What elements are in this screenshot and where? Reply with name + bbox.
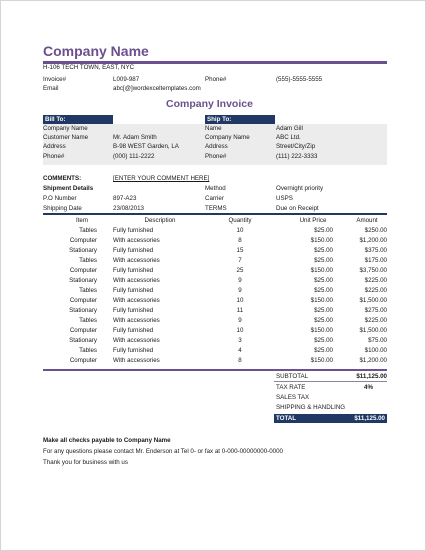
cell-quantity: 4 [238, 347, 242, 354]
cell-amount: $175.00 [364, 257, 387, 264]
table-row [43, 237, 387, 247]
bill-to-value: (000) 111-2222 [113, 153, 155, 160]
cell-amount: $275.00 [364, 307, 387, 314]
cell-quantity: 8 [238, 237, 242, 244]
cell-description: With accessories [113, 297, 160, 304]
cell-quantity: 7 [238, 257, 242, 264]
table-row [43, 317, 387, 327]
cell-quantity: 9 [238, 277, 242, 284]
total-value: $11,125.00 [354, 415, 385, 422]
terms-value: Due on Receipt [276, 205, 319, 212]
ship-to-value: (111) 222-3333 [276, 153, 318, 160]
cell-amount: $75.00 [368, 337, 387, 344]
phone-value: (555)-5555-5555 [276, 76, 323, 83]
cell-description: Fully furnished [113, 247, 154, 254]
cell-description: With accessories [113, 257, 160, 264]
table-row [43, 357, 387, 367]
cell-quantity: 9 [238, 287, 242, 294]
cell-item: Tables [79, 287, 97, 294]
cell-item: Computer [69, 267, 97, 274]
cell-description: With accessories [113, 337, 160, 344]
cell-description: Fully furnished [113, 327, 154, 334]
cell-unit-price: $150.00 [310, 357, 333, 364]
carrier-value: USPS [276, 195, 293, 202]
cell-unit-price: $25.00 [314, 317, 333, 324]
ship-to-value: Adam Gill [276, 125, 303, 132]
method-value: Overnight priority [276, 185, 324, 192]
items-table [43, 217, 387, 367]
cell-item: Tables [79, 347, 97, 354]
table-row [43, 257, 387, 267]
ship-to-label: Address [205, 143, 228, 150]
tax-rate-label: TAX RATE [276, 384, 306, 391]
total-label: TOTAL [276, 415, 297, 422]
cell-unit-price: $150.00 [310, 327, 333, 334]
shipping-handling-label: SHIPPING & HANDLING [276, 404, 346, 411]
sales-tax-label: SALES TAX [276, 394, 310, 401]
cell-quantity: 11 [236, 307, 244, 314]
cell-unit-price: $25.00 [314, 227, 333, 234]
table-row [43, 287, 387, 297]
comments-value[interactable]: [ENTER YOUR COMMENT HERE] [113, 175, 210, 182]
table-row [43, 307, 387, 317]
cell-item: Stationary [69, 307, 97, 314]
cell-amount: $100.00 [364, 347, 387, 354]
ship-to-heading: Ship To: [205, 115, 275, 124]
cell-item: Computer [69, 297, 97, 304]
bill-to-value: B-98 WEST Garden, LA [113, 143, 179, 150]
cell-description: Fully furnished [113, 267, 154, 274]
cell-amount: $1,200.00 [359, 237, 387, 244]
bill-to-label: Company Name [43, 125, 88, 132]
po-number-label: P.O Number [43, 195, 77, 202]
cell-quantity: 25 [236, 267, 244, 274]
cell-amount: $3,750.00 [359, 267, 387, 274]
cell-amount: $250.00 [364, 227, 387, 234]
cell-quantity: 10 [236, 327, 244, 334]
cell-description: With accessories [113, 317, 160, 324]
cell-description: Fully furnished [113, 307, 154, 314]
cell-description: With accessories [113, 277, 160, 284]
column-header-amount: Amount [356, 217, 378, 224]
ship-to-label: Company Name [205, 134, 250, 141]
table-row [43, 227, 387, 237]
shipping-date-label: Shipping Date [43, 205, 82, 212]
shipment-heading: Shipment Details [43, 185, 94, 192]
cell-item: Tables [79, 257, 97, 264]
column-header-item: Item [75, 217, 89, 224]
phone-label: Phone# [205, 76, 227, 83]
column-header-description: Description [144, 217, 176, 224]
cell-unit-price: $150.00 [310, 267, 333, 274]
subtotal-rule [274, 381, 387, 382]
bill-to-label: Address [43, 143, 66, 150]
cell-description: Fully furnished [113, 227, 154, 234]
bill-to-label: Customer Name [43, 134, 89, 141]
cell-item: Tables [79, 317, 97, 324]
cell-unit-price: $25.00 [314, 247, 333, 254]
cell-quantity: 9 [238, 317, 242, 324]
column-header-quantity: Quantity [228, 217, 252, 224]
table-row [43, 247, 387, 257]
cell-unit-price: $25.00 [314, 307, 333, 314]
ship-to-value: Street/City/Zip [276, 143, 316, 150]
cell-amount: $225.00 [364, 317, 387, 324]
email-label: Email [43, 85, 59, 92]
subtotal-label: SUBTOTAL [276, 373, 309, 380]
company-address: H-106 TECH TOWN, EAST, NYC [43, 64, 135, 71]
cell-unit-price: $25.00 [314, 277, 333, 284]
checks-note: Make all checks payable to Company Name [43, 437, 171, 444]
po-number-value: 897-A23 [113, 195, 137, 202]
cell-unit-price: $150.00 [310, 297, 333, 304]
cell-quantity: 15 [236, 247, 244, 254]
cell-unit-price: $25.00 [314, 257, 333, 264]
cell-item: Computer [69, 357, 97, 364]
invoice-number-value: L009-987 [113, 76, 140, 83]
table-row [43, 267, 387, 277]
ship-to-label: Name [205, 125, 222, 132]
cell-description: Fully furnished [113, 347, 154, 354]
table-top-rule [43, 213, 387, 215]
cell-quantity: 10 [236, 297, 244, 304]
table-row [43, 327, 387, 337]
cell-item: Stationary [69, 247, 97, 254]
cell-unit-price: $150.00 [310, 237, 333, 244]
cell-description: With accessories [113, 237, 160, 244]
column-header-unit-price: Unit Price [299, 217, 327, 224]
cell-amount: $375.00 [364, 247, 387, 254]
cell-item: Stationary [69, 277, 97, 284]
cell-item: Stationary [69, 337, 97, 344]
thank-you-note: Thank you for business with us [43, 459, 128, 466]
invoice-title: Company Invoice [166, 98, 253, 110]
cell-amount: $1,500.00 [359, 297, 387, 304]
contact-note: For any questions please contact Mr. Enderson at Tel 0- or fax at 0-000-00000000-0000 [43, 448, 283, 455]
cell-unit-price: $25.00 [314, 287, 333, 294]
ship-to-value: ABC Ltd. [276, 134, 301, 141]
tax-rate-value: 4% [364, 384, 373, 391]
cell-item: Tables [79, 227, 97, 234]
bill-to-heading: Bill To: [43, 115, 113, 124]
table-row [43, 297, 387, 307]
bill-to-value: Mr. Adam Smith [113, 134, 157, 141]
email-value: abc[@]wordexceltemplates.com [113, 85, 201, 92]
company-name: Company Name [43, 43, 149, 59]
cell-description: Fully furnished [113, 287, 154, 294]
cell-quantity: 8 [238, 357, 242, 364]
comments-label: COMMENTS: [43, 175, 82, 182]
ship-to-label: Phone# [205, 153, 227, 160]
cell-unit-price: $25.00 [314, 337, 333, 344]
cell-quantity: 10 [236, 227, 244, 234]
table-row [43, 337, 387, 347]
cell-unit-price: $25.00 [314, 347, 333, 354]
cell-quantity: 3 [238, 337, 242, 344]
table-row [43, 277, 387, 287]
shipping-date-value: 23/08/2013 [113, 205, 144, 212]
subtotal-value: $11,125.00 [356, 373, 387, 380]
cell-amount: $1,200.00 [359, 357, 387, 364]
method-label: Method [205, 185, 226, 192]
cell-amount: $225.00 [364, 277, 387, 284]
bill-to-label: Phone# [43, 153, 65, 160]
invoice-number-label: Invoice# [43, 76, 67, 83]
cell-item: Computer [69, 237, 97, 244]
cell-amount: $1,500.00 [359, 327, 387, 334]
total-row [274, 414, 387, 423]
table-bottom-rule [43, 369, 387, 371]
cell-amount: $225.00 [364, 287, 387, 294]
terms-label: TERMS [205, 205, 227, 212]
cell-item: Computer [69, 327, 97, 334]
table-row [43, 347, 387, 357]
cell-description: With accessories [113, 357, 160, 364]
carrier-label: Carrier [205, 195, 224, 202]
